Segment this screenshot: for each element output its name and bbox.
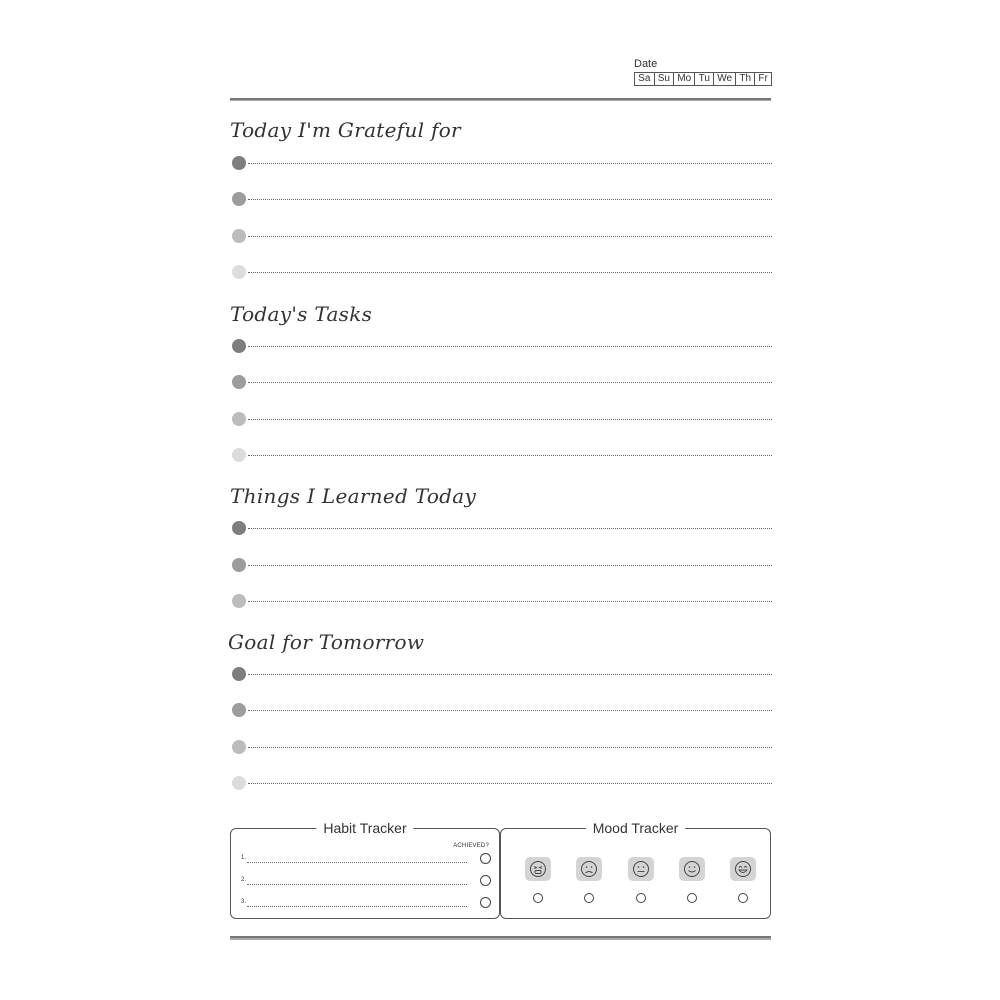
habit-number: 2. <box>241 877 247 883</box>
mood-radio[interactable] <box>738 893 748 903</box>
grateful-line-4[interactable] <box>232 265 772 279</box>
writing-line <box>248 565 772 566</box>
writing-line <box>248 710 772 711</box>
grateful-title: Today I'm Grateful for <box>230 118 461 142</box>
writing-line <box>248 272 772 273</box>
writing-line <box>248 783 772 784</box>
writing-line <box>248 455 772 456</box>
mood-tracker <box>500 820 771 919</box>
weekday-fr[interactable]: Fr <box>758 73 768 84</box>
bullet-dot <box>232 521 246 535</box>
weekday-su[interactable]: Su <box>655 73 675 85</box>
mood-option-sad[interactable] <box>576 857 602 903</box>
mood-tracker-title: Mood Tracker <box>586 819 686 837</box>
writing-line <box>248 674 772 675</box>
bullet-dot <box>232 156 246 170</box>
learned-title: Things I Learned Today <box>230 484 477 508</box>
writing-line <box>248 528 772 529</box>
bullet-dot <box>232 339 246 353</box>
grateful-line-2[interactable] <box>232 192 772 206</box>
mood-option-tired[interactable] <box>525 857 551 903</box>
goal-line-3[interactable] <box>232 740 772 754</box>
weekday-we[interactable]: We <box>714 73 736 85</box>
habit-row-2[interactable] <box>241 877 491 889</box>
learned-line-3[interactable] <box>232 594 772 608</box>
bullet-dot <box>232 412 246 426</box>
writing-line <box>248 346 772 347</box>
bottom-divider <box>230 936 771 940</box>
habit-writing-line <box>247 884 467 885</box>
habit-tracker <box>230 820 500 919</box>
tasks-line-3[interactable] <box>232 412 772 426</box>
achieved-checkbox[interactable] <box>480 897 491 908</box>
bullet-dot <box>232 375 246 389</box>
bullet-dot <box>232 558 246 572</box>
learned-line-1[interactable] <box>232 521 772 535</box>
bullet-dot <box>232 594 246 608</box>
mood-options <box>525 857 756 903</box>
learned-line-2[interactable] <box>232 558 772 572</box>
neutral-face-icon <box>628 857 654 881</box>
writing-line <box>248 419 772 420</box>
weekday-selector <box>634 72 772 86</box>
achieved-checkbox[interactable] <box>480 875 491 886</box>
habit-writing-line <box>247 906 467 907</box>
tasks-line-2[interactable] <box>232 375 772 389</box>
bullet-dot <box>232 667 246 681</box>
goal-line-2[interactable] <box>232 703 772 717</box>
goal-line-4[interactable] <box>232 776 772 790</box>
tired-face-icon <box>525 857 551 881</box>
habit-writing-line <box>247 862 467 863</box>
mood-radio[interactable] <box>687 893 697 903</box>
writing-line <box>248 382 772 383</box>
goal-line-1[interactable] <box>232 667 772 681</box>
mood-option-laughing[interactable] <box>730 857 756 903</box>
writing-line <box>248 747 772 748</box>
bullet-dot <box>232 229 246 243</box>
weekday-mo[interactable]: Mo <box>674 73 695 85</box>
bullet-dot <box>232 448 246 462</box>
weekday-th[interactable]: Th <box>736 73 755 85</box>
weekday-tu[interactable]: Tu <box>695 73 714 85</box>
mood-option-smile[interactable] <box>679 857 705 903</box>
sad-face-icon <box>576 857 602 881</box>
tasks-title: Today's Tasks <box>230 302 373 326</box>
achieved-checkbox[interactable] <box>480 853 491 864</box>
mood-radio[interactable] <box>636 893 646 903</box>
mood-radio[interactable] <box>533 893 543 903</box>
goal-title: Goal for Tomorrow <box>228 630 425 654</box>
grateful-line-1[interactable] <box>232 156 772 170</box>
laughing-face-icon <box>730 857 756 881</box>
writing-line <box>248 199 772 200</box>
bullet-dot <box>232 265 246 279</box>
writing-line <box>248 601 772 602</box>
grateful-line-3[interactable] <box>232 229 772 243</box>
habit-row-1[interactable] <box>241 855 491 867</box>
writing-line <box>248 163 772 164</box>
achieved-label: ACHIEVED? <box>453 843 489 849</box>
bullet-dot <box>232 776 246 790</box>
tasks-line-1[interactable] <box>232 339 772 353</box>
habit-tracker-title: Habit Tracker <box>316 819 413 837</box>
habit-row-3[interactable] <box>241 899 491 911</box>
mood-option-neutral[interactable] <box>628 857 654 903</box>
tasks-line-4[interactable] <box>232 448 772 462</box>
bullet-dot <box>232 740 246 754</box>
date-block <box>634 58 772 86</box>
weekday-sa[interactable]: Sa <box>635 73 655 85</box>
bullet-dot <box>232 703 246 717</box>
top-divider <box>230 98 771 101</box>
date-label: Date <box>634 58 658 70</box>
habit-number: 3. <box>241 899 247 905</box>
writing-line <box>248 236 772 237</box>
habit-number: 1. <box>241 855 247 861</box>
smile-face-icon <box>679 857 705 881</box>
bullet-dot <box>232 192 246 206</box>
mood-radio[interactable] <box>584 893 594 903</box>
